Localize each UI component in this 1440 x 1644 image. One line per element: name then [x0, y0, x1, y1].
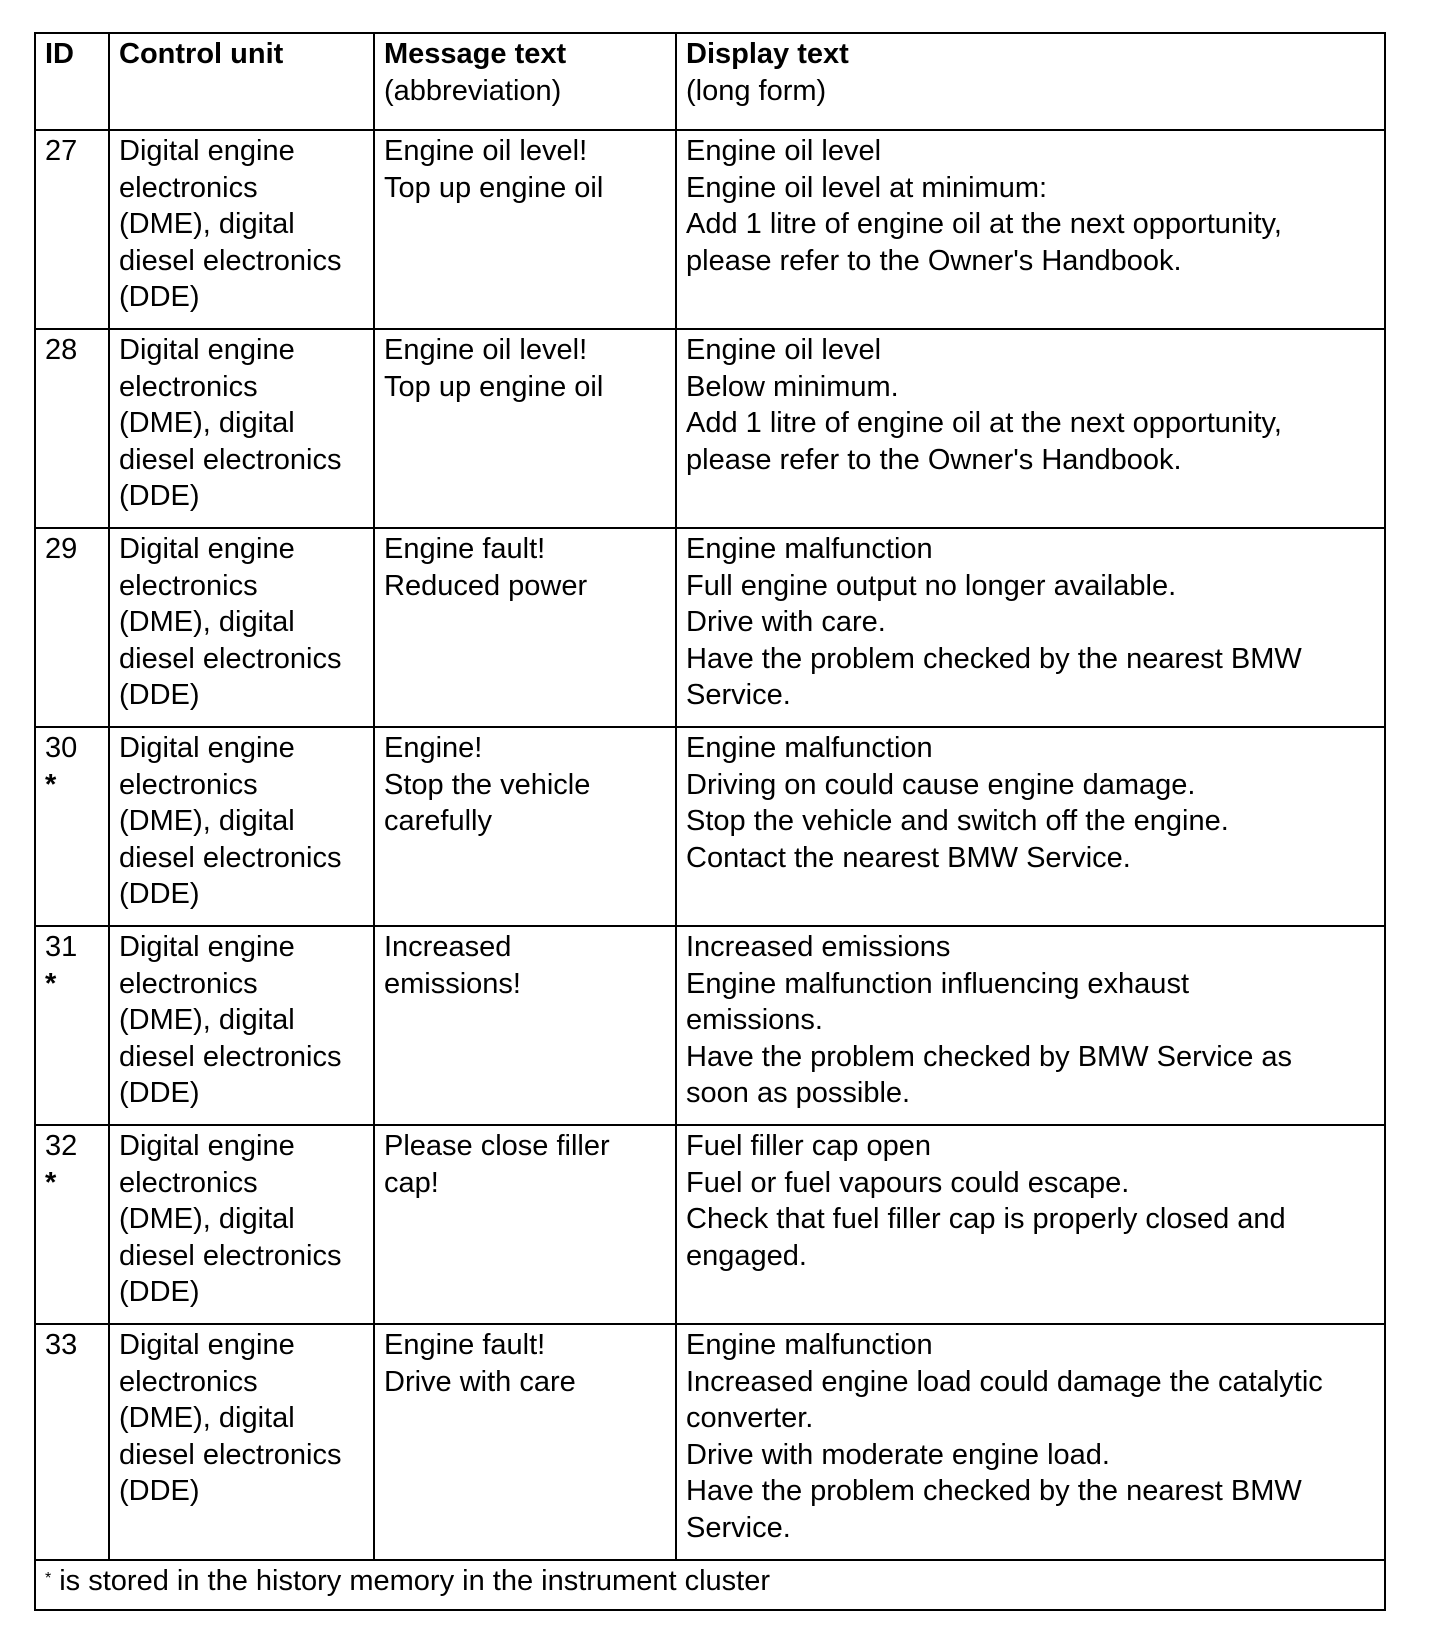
cell-control-unit-line: Digital engine: [119, 135, 295, 167]
history-star-marker: *: [45, 768, 57, 801]
cell-display-text: [676, 130, 1385, 329]
cell-message-text-line: Increased: [384, 931, 512, 963]
header-display-text: [676, 33, 1385, 130]
cell-display-text-line: emissions.: [686, 1004, 823, 1036]
table-row: [35, 329, 1385, 528]
cell-control-unit-line: Digital engine: [119, 334, 295, 366]
cell-display-text-line: Engine malfunction influencing exhaust: [686, 967, 1189, 1000]
cell-display-text: [676, 528, 1385, 727]
cell-display-text-line: Engine malfunction: [686, 732, 933, 764]
header-message-text-label: Message text: [384, 38, 567, 70]
cell-display-text-line: Check that fuel filler cap is properly closed and: [686, 1203, 1286, 1235]
table-row: [35, 1324, 1385, 1560]
cell-message-text-line: Engine!: [384, 732, 483, 764]
cell-control-unit-line: diesel electronics: [119, 841, 342, 874]
cell-display-text-line: Stop the vehicle and switch off the engine.: [686, 805, 1229, 837]
cell-message-text: [374, 727, 676, 926]
footnote-row: [35, 1560, 1385, 1610]
cell-message-text: [374, 528, 676, 727]
cell-control-unit-line: (DME), digital: [119, 805, 295, 837]
cell-display-text-line: Have the problem checked by the nearest BMW: [686, 642, 1302, 675]
table-body: [35, 130, 1385, 1560]
cell-control-unit: [109, 727, 374, 926]
cell-display-text-line: Drive with care.: [686, 606, 886, 638]
cell-display-text: [676, 1125, 1385, 1324]
cell-message-text: [374, 1324, 676, 1560]
cell-message-text-line: cap!: [384, 1166, 439, 1199]
cell-control-unit: [109, 130, 374, 329]
cell-control-unit-line: diesel electronics: [119, 443, 342, 476]
cell-message-text-line: Engine fault!: [384, 533, 546, 565]
cell-display-text-line: Engine oil level at minimum:: [686, 171, 1048, 204]
cell-control-unit-line: electronics: [119, 569, 258, 602]
cell-display-text-line: Engine oil level: [686, 334, 882, 366]
cell-message-text: [374, 1125, 676, 1324]
cell-display-text: [676, 329, 1385, 528]
cell-display-text-line: Have the problem checked by the nearest BMW: [686, 1475, 1302, 1507]
cell-control-unit-line: electronics: [119, 171, 258, 204]
cell-control-unit-line: diesel electronics: [119, 1239, 342, 1272]
cell-control-unit-line: (DDE): [119, 1475, 200, 1507]
message-table: [34, 32, 1386, 1611]
cell-control-unit-line: diesel electronics: [119, 1438, 342, 1471]
cell-control-unit-line: electronics: [119, 1365, 258, 1398]
cell-id: [35, 1324, 109, 1560]
cell-message-text-line: Drive with care: [384, 1365, 576, 1398]
cell-control-unit-line: Digital engine: [119, 1130, 295, 1162]
cell-control-unit-line: Digital engine: [119, 732, 295, 764]
cell-control-unit: [109, 926, 374, 1125]
cell-message-text-line: Top up engine oil: [384, 171, 604, 204]
cell-display-text-line: converter.: [686, 1402, 814, 1434]
footnote-text: is stored in the history memory in the instrument cluster: [59, 1565, 771, 1597]
cell-control-unit-line: (DME), digital: [119, 208, 295, 240]
footnote-mark: *: [45, 1570, 52, 1587]
cell-message-text-line: Stop the vehicle: [384, 768, 591, 801]
cell-control-unit-line: (DDE): [119, 480, 200, 512]
cell-control-unit-line: (DME), digital: [119, 606, 295, 638]
cell-control-unit-line: (DDE): [119, 1077, 200, 1109]
cell-control-unit-line: electronics: [119, 370, 258, 403]
table-row: [35, 130, 1385, 329]
table-row: [35, 926, 1385, 1125]
cell-display-text-line: Full engine output no longer available.: [686, 569, 1177, 602]
cell-control-unit-line: electronics: [119, 768, 258, 801]
cell-message-text-line: carefully: [384, 805, 492, 837]
cell-control-unit-line: (DME), digital: [119, 1402, 295, 1434]
table-row: [35, 1125, 1385, 1324]
cell-display-text: [676, 1324, 1385, 1560]
cell-message-text: [374, 329, 676, 528]
cell-message-text-line: Reduced power: [384, 569, 588, 602]
cell-control-unit-line: diesel electronics: [119, 1040, 342, 1073]
cell-message-text-line: Top up engine oil: [384, 370, 604, 403]
cell-display-text-line: engaged.: [686, 1239, 807, 1272]
cell-message-text-line: Engine oil level!: [384, 135, 588, 167]
cell-message-text-line: Engine fault!: [384, 1329, 546, 1361]
table-row: [35, 727, 1385, 926]
cell-control-unit-line: (DME), digital: [119, 1203, 295, 1235]
cell-control-unit: [109, 1125, 374, 1324]
header-id-label: ID: [45, 38, 74, 70]
cell-message-text-line: emissions!: [384, 967, 521, 1000]
cell-id: [35, 528, 109, 727]
cell-display-text: [676, 727, 1385, 926]
header-display-text-label: Display text: [686, 38, 849, 70]
cell-id: [35, 727, 109, 926]
cell-display-text-line: please refer to the Owner's Handbook.: [686, 443, 1182, 476]
cell-control-unit-line: diesel electronics: [119, 244, 342, 277]
cell-control-unit-line: Digital engine: [119, 931, 295, 963]
cell-message-text-line: Engine oil level!: [384, 334, 588, 366]
cell-display-text-line: Add 1 litre of engine oil at the next opportunity,: [686, 407, 1282, 439]
row-id: 32: [45, 1130, 78, 1162]
row-id: 29: [45, 533, 78, 565]
cell-display-text-line: soon as possible.: [686, 1077, 911, 1109]
cell-display-text-line: please refer to the Owner's Handbook.: [686, 244, 1182, 277]
footnote-cell: [35, 1560, 1385, 1610]
cell-display-text-line: Contact the nearest BMW Service.: [686, 841, 1131, 874]
cell-display-text-line: Fuel filler cap open: [686, 1130, 932, 1162]
header-display-text-sub: (long form): [686, 74, 827, 107]
header-row: [35, 33, 1385, 130]
cell-control-unit-line: electronics: [119, 967, 258, 1000]
header-message-text-sub: (abbreviation): [384, 74, 562, 107]
cell-control-unit-line: electronics: [119, 1166, 258, 1199]
header-control-unit: [109, 33, 374, 130]
cell-display-text-line: Increased engine load could damage the catalytic: [686, 1365, 1323, 1398]
cell-display-text-line: Increased emissions: [686, 931, 951, 963]
row-id: 30: [45, 732, 78, 764]
cell-id: [35, 1125, 109, 1324]
cell-control-unit-line: (DME), digital: [119, 1004, 295, 1036]
cell-display-text-line: Add 1 litre of engine oil at the next opportunity,: [686, 208, 1282, 240]
cell-control-unit-line: (DDE): [119, 878, 200, 910]
cell-display-text-line: Engine malfunction: [686, 1329, 933, 1361]
cell-message-text-line: Please close filler: [384, 1130, 610, 1162]
header-message-text: [374, 33, 676, 130]
cell-display-text-line: Have the problem checked by BMW Service as: [686, 1040, 1293, 1073]
cell-display-text-line: Engine oil level: [686, 135, 882, 167]
cell-display-text: [676, 926, 1385, 1125]
cell-control-unit: [109, 528, 374, 727]
cell-control-unit-line: (DDE): [119, 1276, 200, 1308]
cell-control-unit-line: (DDE): [119, 281, 200, 313]
cell-id: [35, 926, 109, 1125]
cell-control-unit-line: Digital engine: [119, 1329, 295, 1361]
cell-id: [35, 329, 109, 528]
row-id: 28: [45, 334, 78, 366]
history-star-marker: *: [45, 1166, 57, 1199]
cell-control-unit: [109, 1324, 374, 1560]
row-id: 27: [45, 135, 78, 167]
cell-display-text-line: Driving on could cause engine damage.: [686, 768, 1196, 801]
cell-control-unit-line: (DME), digital: [119, 407, 295, 439]
cell-display-text-line: Service.: [686, 1511, 791, 1544]
header-control-unit-label: Control unit: [119, 38, 284, 70]
table-row: [35, 528, 1385, 727]
cell-control-unit: [109, 329, 374, 528]
cell-display-text-line: Below minimum.: [686, 370, 899, 403]
header-id: [35, 33, 109, 130]
cell-display-text-line: Fuel or fuel vapours could escape.: [686, 1166, 1130, 1199]
cell-control-unit-line: diesel electronics: [119, 642, 342, 675]
row-id: 31: [45, 931, 78, 963]
cell-display-text-line: Drive with moderate engine load.: [686, 1438, 1110, 1471]
cell-display-text-line: Engine malfunction: [686, 533, 933, 565]
cell-message-text: [374, 130, 676, 329]
row-id: 33: [45, 1329, 78, 1361]
cell-id: [35, 130, 109, 329]
cell-control-unit-line: (DDE): [119, 679, 200, 711]
cell-message-text: [374, 926, 676, 1125]
history-star-marker: *: [45, 967, 57, 1000]
cell-control-unit-line: Digital engine: [119, 533, 295, 565]
cell-display-text-line: Service.: [686, 679, 791, 711]
